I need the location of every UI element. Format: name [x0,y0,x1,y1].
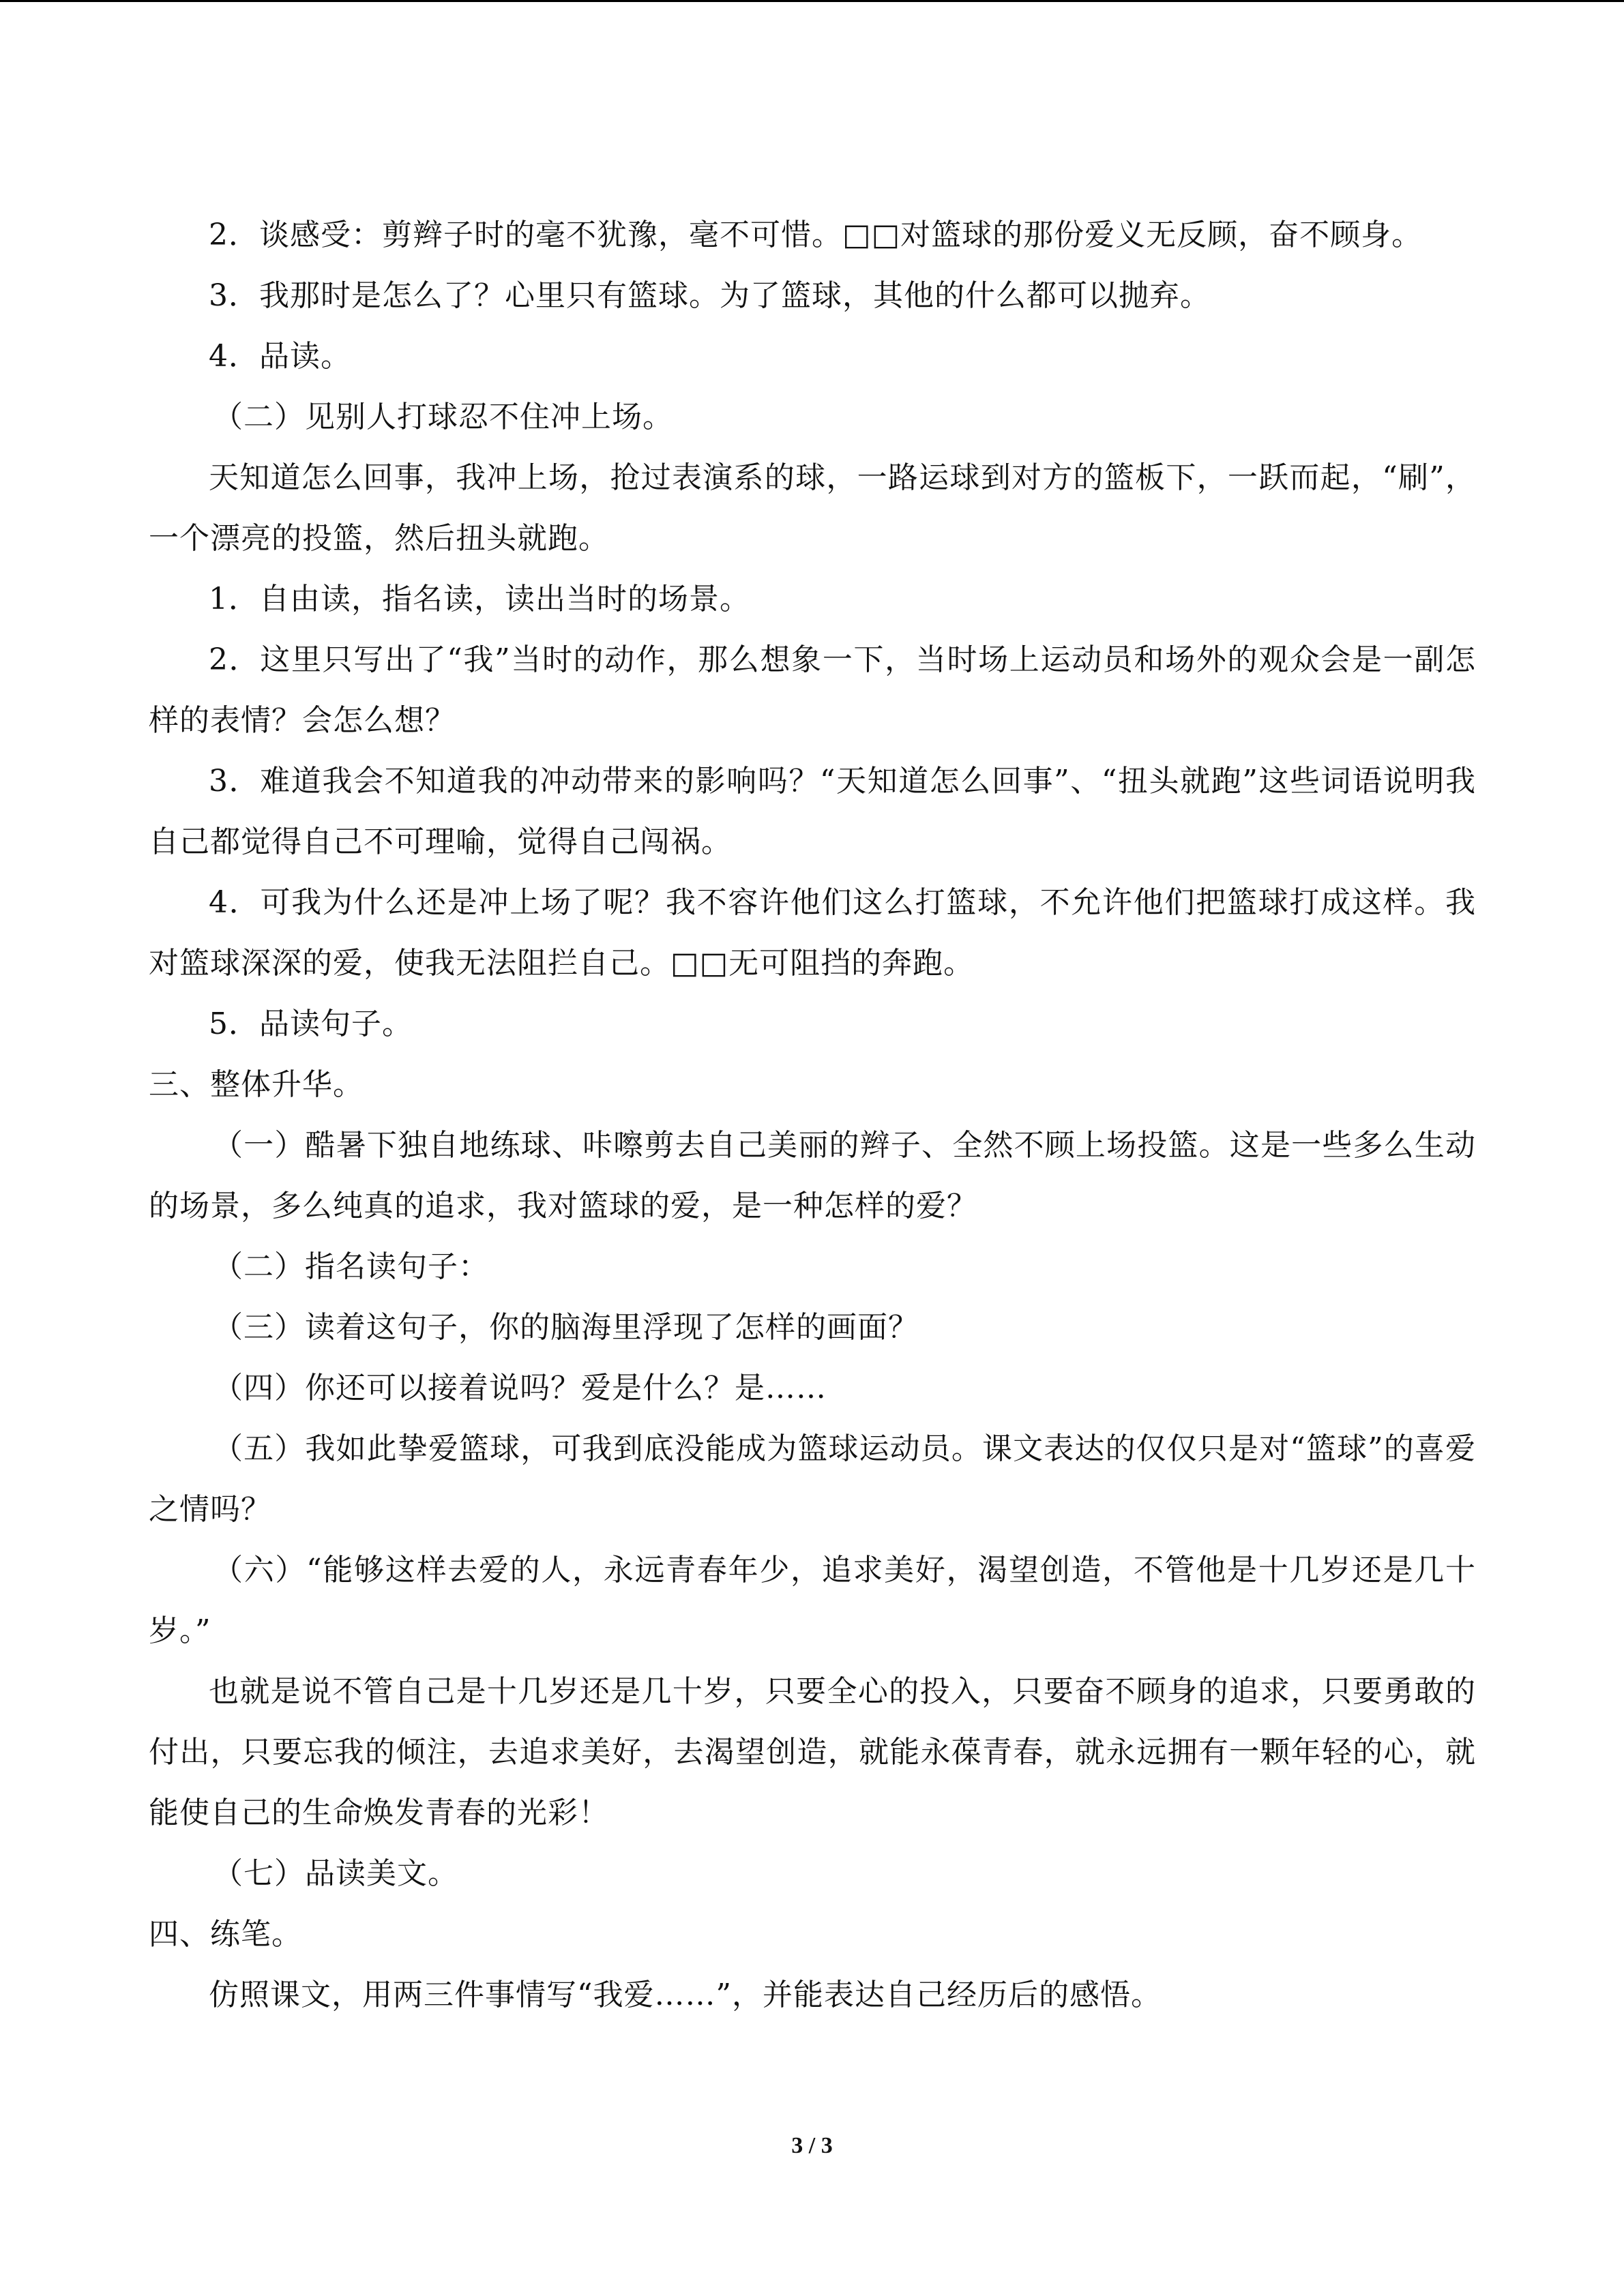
page-number: 3 / 3 [791,2133,833,2158]
paragraph: 3．难道我会不知道我的冲动带来的影响吗？“天知道怎么回事”、“扭头就跑”这些词语说明我自己都觉得自己不可理喻，觉得自己闯祸。 [149,764,1476,859]
section-heading: 四、练笔。 [149,1917,302,1952]
quoted-passage: 天知道怎么回事，我冲上场，抢过表演系的球，一路运球到对方的篮板下，一跃而起，“刷”，一个漂亮的投篮，然后扭头就跑。 [149,460,1476,556]
page-top-border [0,0,1624,2]
paragraph: 2．谈感受：剪辫子时的毫不犹豫，毫不可惜。□□对篮球的那份爱义无反顾，奋不顾身。 [209,218,1423,252]
paragraph: （二）指名读句子： [213,1249,489,1284]
document-body [149,205,1476,2025]
paragraph: （六）“能够这样去爱的人，永远青春年少，追求美好，渴望创造，不管他是十几岁还是几十岁。” [149,1553,1476,1648]
subsection-heading: （二）见别人打球忍不住冲上场。 [213,400,673,434]
paragraph: 1．自由读，指名读，读出当时的场景。 [209,582,750,616]
paragraph: （七）品读美文。 [213,1856,458,1891]
section-heading: 三、整体升华。 [149,1067,364,1102]
paragraph: （五）我如此挚爱篮球，可我到底没能成为篮球运动员。课文表达的仅仅只是对“篮球”的喜爱之情吗？ [149,1431,1476,1527]
paragraph: 3．我那时是怎么了？心里只有篮球。为了篮球，其他的什么都可以抛弃。 [209,278,1211,313]
paragraph: 4．可我为什么还是冲上场了呢？我不容许他们这么打篮球，不允许他们把篮球打成这样。我对篮球深深的爱，使我无法阻拦自己。□□无可阻挡的奔跑。 [149,885,1476,981]
paragraph: （一）酷暑下独自地练球、咔嚓剪去自己美丽的辫子、全然不顾上场投篮。这是一些多么生动的场景，多么纯真的追求，我对篮球的爱，是一种怎样的爱？ [149,1128,1476,1223]
paragraph: 2．这里只写出了“我”当时的动作，那么想象一下，当时场上运动员和场外的观众会是一副怎样的表情？会怎么想？ [149,642,1476,738]
paragraph: 4．品读。 [209,339,351,374]
paragraph: 也就是说不管自己是十几岁还是几十岁，只要全心的投入，只要奋不顾身的追求，只要勇敢的付出，只要忘我的倾注，去追求美好，去渴望创造，就能永葆青春，就永远拥有一颗年轻的心，就能使自己的生命焕发青春的光彩！ [149,1674,1476,1830]
paragraph: 仿照课文，用两三件事情写“我爱……”，并能表达自己经历后的感悟。 [209,1978,1162,2012]
paragraph: （三）读着这句子，你的脑海里浮现了怎样的画面？ [213,1310,919,1345]
paragraph: 5．品读句子。 [209,1007,413,1041]
paragraph: （四）你还可以接着说吗？爱是什么？是…… [213,1371,827,1405]
